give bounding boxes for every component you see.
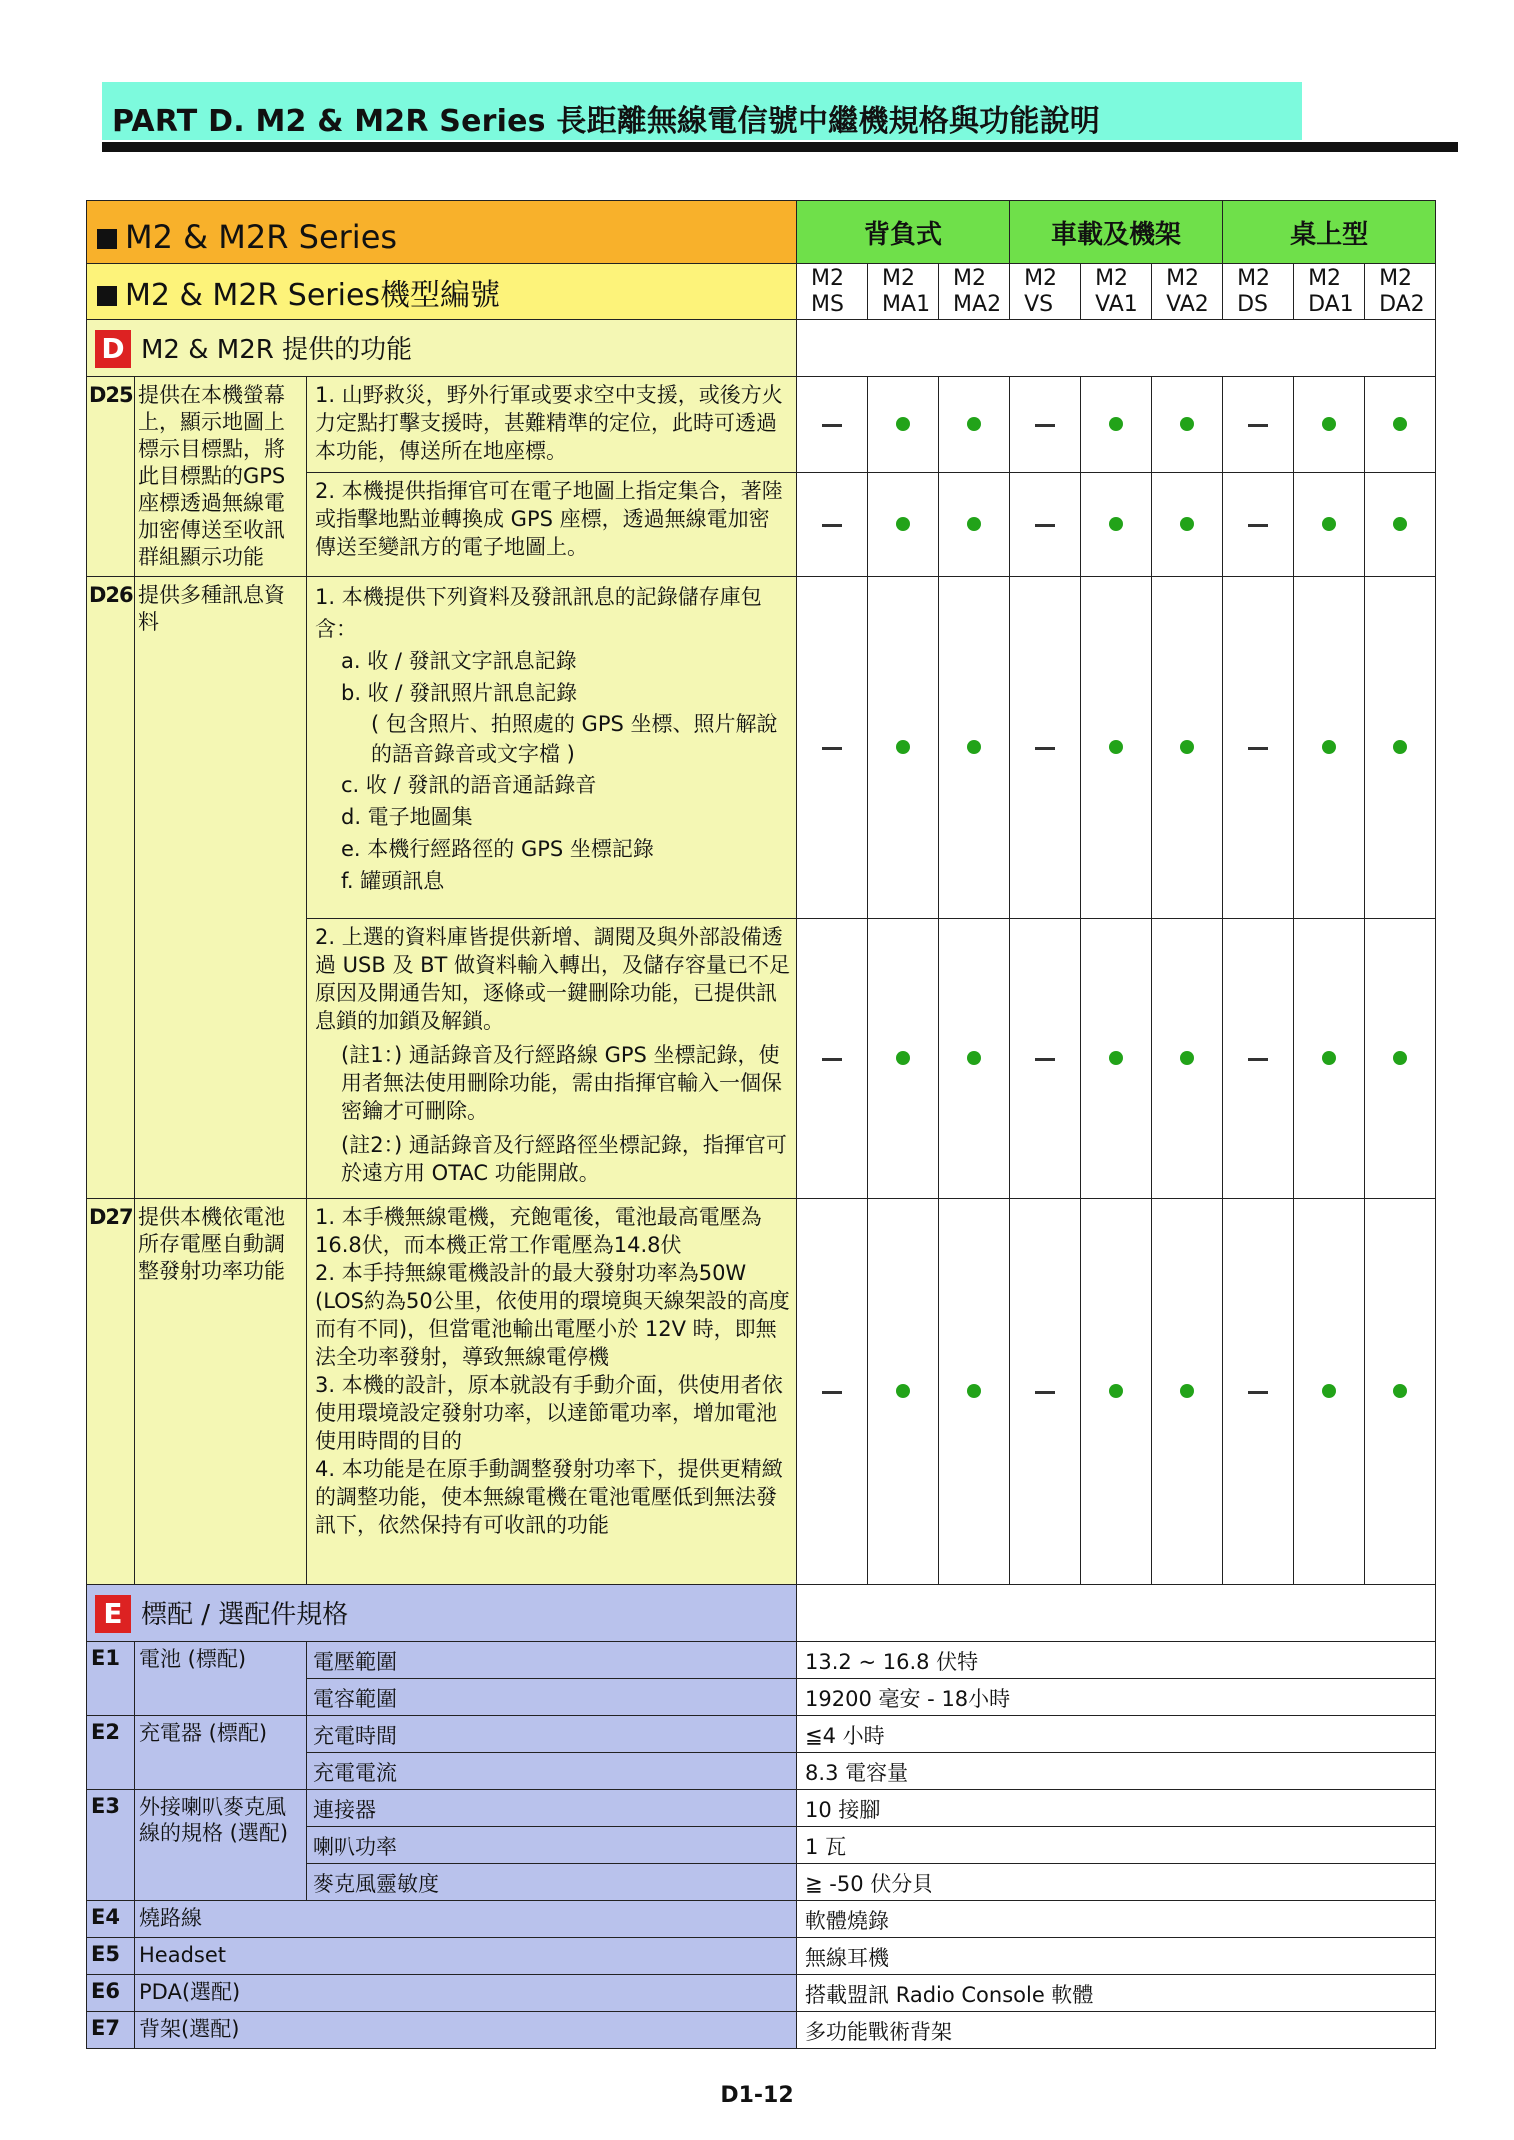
availability-mark xyxy=(1223,377,1294,473)
e-item: 背架(選配) xyxy=(135,2012,797,2049)
availability-mark xyxy=(1010,919,1081,1199)
availability-mark xyxy=(939,1199,1010,1585)
availability-mark xyxy=(939,473,1010,577)
availability-mark xyxy=(1152,919,1223,1199)
model-title: M2 & M2R Series機型編號 xyxy=(125,277,501,313)
e-code: E1 xyxy=(87,1642,135,1716)
e-value: 8.3 電容量 xyxy=(797,1753,1436,1790)
square-bullet-icon xyxy=(97,286,117,306)
e-param: 連接器 xyxy=(307,1790,797,1827)
e-code: E3 xyxy=(87,1790,135,1901)
d25-code: D25 xyxy=(87,377,135,577)
availability-mark xyxy=(939,919,1010,1199)
model-title-cell xyxy=(87,264,797,320)
series-title: M2 & M2R Series xyxy=(125,218,398,256)
availability-mark xyxy=(797,473,868,577)
availability-mark xyxy=(1152,377,1223,473)
availability-mark xyxy=(1365,1199,1436,1585)
availability-mark xyxy=(1365,577,1436,919)
availability-mark xyxy=(1010,577,1081,919)
spec-table xyxy=(86,200,1436,2049)
d27-item: 2. 本手持無線電機設計的最大發射功率為50W (LOS約為50公里，依使用的環境與天線架設的高度而有不同)，但當電池輸出電壓小於 12V 時，即無法全功率發射，導致無線電停機 xyxy=(315,1261,790,1369)
availability-mark xyxy=(1365,919,1436,1199)
e-item: Headset xyxy=(135,1938,797,1975)
d27-item: 1. 本手機無線電機，充飽電後，電池最高電壓為16.8伏，而本機正常工作電壓為14.8伏 xyxy=(315,1205,762,1257)
availability-mark xyxy=(797,577,868,919)
availability-mark xyxy=(868,473,939,577)
d25-feature: 提供在本機螢幕上，顯示地圖上標示目標點，將此目標點的GPS座標透過無線電加密傳送至收訊群組顯示功能 xyxy=(135,377,307,577)
e-value: ≧ -50 伏分貝 xyxy=(797,1864,1436,1901)
d27-item: 4. 本功能是在原手動調整發射功率下，提供更精緻的調整功能，使本無線電機在電池電壓低到無法發訊下，依然保持有可收訊的功能 xyxy=(315,1457,783,1537)
e-code: E7 xyxy=(87,2012,135,2049)
availability-mark xyxy=(1223,1199,1294,1585)
section-d-blank xyxy=(797,320,1436,377)
model-ma2: M2 MA2 xyxy=(939,264,1010,320)
section-d-header xyxy=(87,320,797,377)
d25-desc-1: 1. 山野救災，野外行軍或要求空中支援，或後方火力定點打擊支援時，甚難精準的定位，此時可透過本功能，傳送所在地座標。 xyxy=(307,377,797,473)
model-ds: M2 DS xyxy=(1223,264,1294,320)
availability-mark xyxy=(1010,473,1081,577)
e-param: 電壓範圍 xyxy=(307,1642,797,1679)
d26-code: D26 xyxy=(87,577,135,1199)
group-desktop: 桌上型 xyxy=(1223,201,1436,264)
e-value: 1 瓦 xyxy=(797,1827,1436,1864)
e-code: E4 xyxy=(87,1901,135,1938)
e-param: 電容範圍 xyxy=(307,1679,797,1716)
availability-mark xyxy=(939,377,1010,473)
group-vehicle: 車載及機架 xyxy=(1010,201,1223,264)
d25-desc-2: 2. 本機提供指揮官可在電子地圖上指定集合，著陸或指擊地點並轉換成 GPS 座標，透過無線電加密傳送至變訊方的電子地圖上。 xyxy=(307,473,797,577)
e-item: 充電器 (標配) xyxy=(135,1716,307,1790)
availability-mark xyxy=(1152,473,1223,577)
d27-feature: 提供本機依電池所存電壓自動調整發射功率功能 xyxy=(135,1199,307,1585)
d26-item: e. 本機行經路徑的 GPS 坐標記錄 xyxy=(341,837,654,861)
e-param: 喇叭功率 xyxy=(307,1827,797,1864)
availability-mark xyxy=(868,377,939,473)
availability-mark xyxy=(797,377,868,473)
e-code: E2 xyxy=(87,1716,135,1790)
d26-item: b. 收 / 發訊照片訊息記錄 xyxy=(341,681,578,705)
e-value: 軟體燒錄 xyxy=(797,1901,1436,1938)
page-number: D1-12 xyxy=(720,2083,794,2108)
d26-note-2: (註2：) 通話錄音及行經路徑坐標記錄，指揮官可於遠方用 OTAC 功能開啟。 xyxy=(341,1133,787,1185)
d26-desc-2: 2. 上選的資料庫皆提供新增、調閱及與外部設備透過 USB 及 BT 做資料輸入轉出，及儲存容量已不足原因及開通告知，逐條或一鍵刪除功能，已提供訊息鎖的加鎖及解鎖。 (註1：) 通話錄音及行經路線 GPS 坐標記錄，使用者無法使用刪除功能，需由指揮官輸入一個保密鑰才可刪除。 (註2：) 通話錄音及行經路徑坐標記錄，指揮官可於遠方用 OTAC 功能開啟。 xyxy=(307,919,797,1199)
page-title: PART D. M2 & M2R Series 長距離無線電信號中繼機規格與功能說明 xyxy=(112,104,1100,139)
e-value: ≦4 小時 xyxy=(797,1716,1436,1753)
availability-mark xyxy=(1081,919,1152,1199)
availability-mark xyxy=(1294,577,1365,919)
e-param: 充電時間 xyxy=(307,1716,797,1753)
availability-mark xyxy=(1081,377,1152,473)
d27-code: D27 xyxy=(87,1199,135,1585)
e-item: 電池 (標配) xyxy=(135,1642,307,1716)
series-title-cell xyxy=(87,201,797,264)
availability-mark xyxy=(1152,577,1223,919)
d26-item: c. 收 / 發訊的語音通話錄音 xyxy=(341,773,597,797)
availability-mark xyxy=(1294,919,1365,1199)
d27-desc xyxy=(307,1199,797,1585)
d26-item: f. 罐頭訊息 xyxy=(341,869,445,893)
availability-mark xyxy=(1365,377,1436,473)
model-vs: M2 VS xyxy=(1010,264,1081,320)
section-e-title: 標配 / 選配件規格 xyxy=(141,1599,349,1630)
availability-mark xyxy=(868,577,939,919)
e-item: 燒路線 xyxy=(135,1901,797,1938)
e-param: 充電電流 xyxy=(307,1753,797,1790)
availability-mark xyxy=(1152,1199,1223,1585)
model-ma1: M2 MA1 xyxy=(868,264,939,320)
d26-feature: 提供多種訊息資料 xyxy=(135,577,307,1199)
availability-mark xyxy=(1223,577,1294,919)
d26-item: ( 包含照片、拍照處的 GPS 坐標、照片解說的語音錄音或文字檔 ) xyxy=(371,712,778,766)
availability-mark xyxy=(1223,919,1294,1199)
d26-note-1: (註1：) 通話錄音及行經路線 GPS 坐標記錄，使用者無法使用刪除功能，需由指揮官輸入一個保密鑰才可刪除。 xyxy=(341,1043,782,1123)
header-rule xyxy=(102,142,1458,152)
square-bullet-icon xyxy=(97,229,117,249)
d27-item: 3. 本機的設計，原本就設有手動介面，供使用者依使用環境設定發射功率，以達節電功率，增加電池使用時間的目的 xyxy=(315,1373,783,1453)
availability-mark xyxy=(1294,1199,1365,1585)
d26-desc-1: 1. 本機提供下列資料及發訊訊息的記錄儲存庫包含： a. 收 / 發訊文字訊息記錄 b. 收 / 發訊照片訊息記錄 ( 包含照片、拍照處的 GPS 坐標、照片解說的語音錄音或文字檔 ) c. 收 / 發訊的語音通話錄音 d. 電子地圖集 e. 本機行經路徑的 GPS 坐標記錄 f. 罐頭訊息 xyxy=(307,577,797,919)
section-e-blank xyxy=(797,1585,1436,1642)
availability-mark xyxy=(797,919,868,1199)
availability-mark xyxy=(868,1199,939,1585)
e-param: 麥克風靈敏度 xyxy=(307,1864,797,1901)
availability-mark xyxy=(1010,377,1081,473)
availability-mark xyxy=(1081,473,1152,577)
section-d-title: M2 & M2R 提供的功能 xyxy=(141,334,413,365)
section-e-header xyxy=(87,1585,797,1642)
model-va2: M2 VA2 xyxy=(1152,264,1223,320)
e-code: E6 xyxy=(87,1975,135,2012)
e-value: 無線耳機 xyxy=(797,1938,1436,1975)
e-value: 搭載盟訊 Radio Console 軟體 xyxy=(797,1975,1436,2012)
model-ms: M2 MS xyxy=(797,264,868,320)
availability-mark xyxy=(1294,377,1365,473)
e-value: 19200 毫安 - 18小時 xyxy=(797,1679,1436,1716)
e-item: 外接喇叭麥克風線的規格 (選配) xyxy=(135,1790,307,1901)
e-value: 10 接腳 xyxy=(797,1790,1436,1827)
section-d-badge: D xyxy=(95,330,131,368)
availability-mark xyxy=(868,919,939,1199)
availability-mark xyxy=(797,1199,868,1585)
availability-mark xyxy=(1223,473,1294,577)
e-value: 多功能戰術背架 xyxy=(797,2012,1436,2049)
availability-mark xyxy=(939,577,1010,919)
availability-mark xyxy=(1294,473,1365,577)
e-code: E5 xyxy=(87,1938,135,1975)
availability-mark xyxy=(1081,577,1152,919)
availability-mark xyxy=(1010,1199,1081,1585)
model-da1: M2 DA1 xyxy=(1294,264,1365,320)
group-backpack: 背負式 xyxy=(797,201,1010,264)
availability-mark xyxy=(1365,473,1436,577)
availability-mark xyxy=(1081,1199,1152,1585)
e-value: 13.2 ~ 16.8 伏特 xyxy=(797,1642,1436,1679)
section-e-badge: E xyxy=(95,1595,131,1633)
model-va1: M2 VA1 xyxy=(1081,264,1152,320)
e-item: PDA(選配) xyxy=(135,1975,797,2012)
d26-item: a. 收 / 發訊文字訊息記錄 xyxy=(341,649,577,673)
model-da2: M2 DA2 xyxy=(1365,264,1436,320)
d26-item: d. 電子地圖集 xyxy=(341,805,473,829)
